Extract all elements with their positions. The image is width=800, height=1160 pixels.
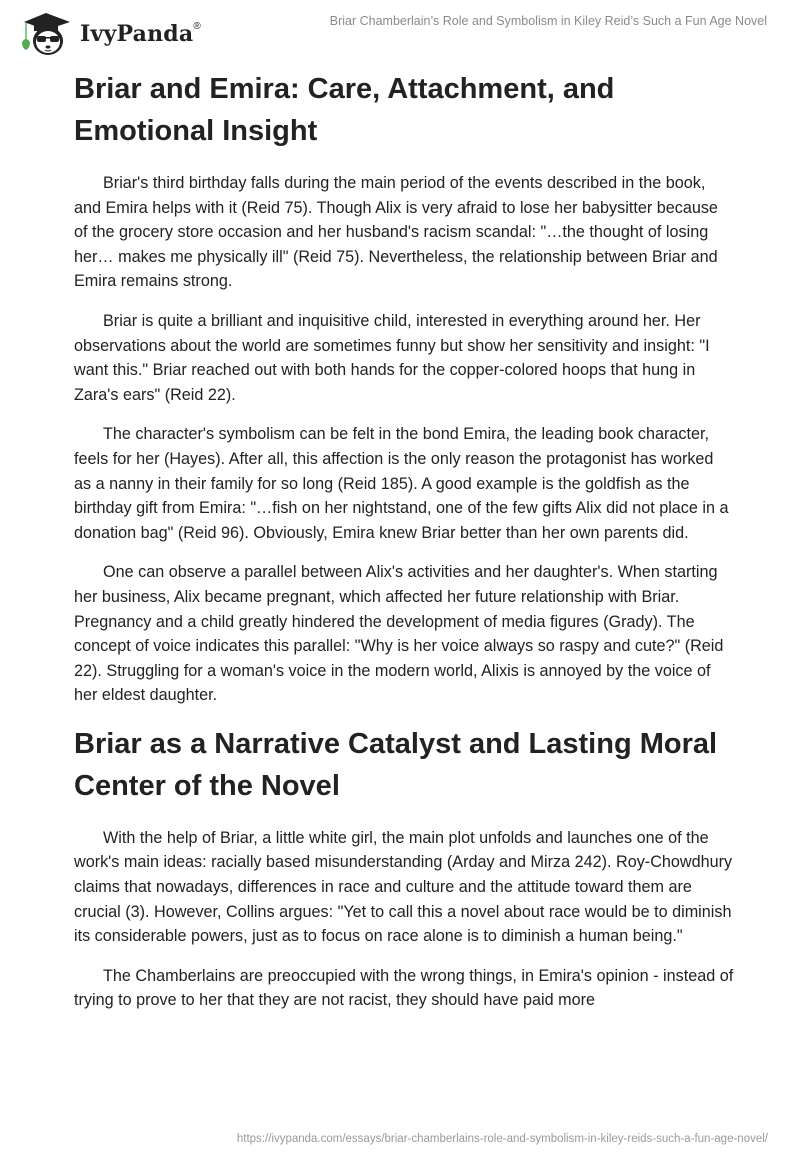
- source-url[interactable]: https://ivypanda.com/essays/briar-chamberlains-role-and-symbolism-in-kiley-reids-such-a-fun-age-novel/: [236, 1133, 768, 1145]
- section-heading: Briar and Emira: Care, Attachment, and Emotional Insight: [74, 73, 615, 147]
- logo-text: IvyPanda®: [80, 20, 201, 47]
- page-header: [0, 0, 800, 60]
- paragraph: With the help of Briar, a little white girl, the main plot unfolds and launches one of the work's main ideas: racially based misunderstanding (Arday and Mirza 242). Roy-Chowdhury claims that nowadays, differences in race and culture and the attitude toward them are crucial (3). However, Collins argues: "Yet to call this a novel about race would be to diminish its considerable powers, just as to focus on race alone is to diminish a human being.": [74, 828, 733, 946]
- paragraph: The Chamberlains are preoccupied with the wrong things, in Emira's opinion - instead of trying to prove to her that they are not racist, they should have paid more: [74, 966, 734, 1010]
- paragraph: Briar's third birthday falls during the main period of the events described in the book, and Emira helps with it (Reid 75). Though Alix is very afraid to lose her babysitter because of the grocery store occasion and her husband's racism scandal: "…the thought of losing her… makes me physically ill" (Reid 75). Nevertheless, the relationship between Briar and Emira remains strong.: [74, 174, 718, 291]
- section-briar-and-emira: [74, 68, 734, 708]
- paragraph: The character's symbolism can be felt in the bond Emira, the leading book character, feels for her (Hayes). After all, this affection is the only reason the protagonist has worked as a nanny in their family for so long (Reid 185). A good example is the goldfish as the birthday gift from Emira: "…fish on her nightstand, one of the few gifts Alix did not place in a donation bag" (Reid 96). Obviously, Emira knew Briar better than her own parents did.: [74, 425, 729, 542]
- document-title: Briar Chamberlain’s Role and Symbolism in Kiley Reid’s Such a Fun Age Novel: [329, 14, 767, 28]
- paragraph: One can observe a parallel between Alix's activities and her daughter's. When starting her business, Alix became pregnant, which affected her future relationship with Briar. Pregnancy and a child greatly hindered the development of media figures (Grady). The concept of voice indicates this parallel: "Why is her voice always so raspy and cute?" (Reid 22). Struggling for a woman's voice in the modern world, Alixis is annoyed by the voice of her eldest daughter.: [74, 563, 724, 705]
- ivypanda-logo[interactable]: [18, 8, 201, 58]
- panda-graduation-cap-icon: [18, 8, 74, 58]
- section-narrative-catalyst: [74, 723, 734, 1013]
- section-heading: Briar as a Narrative Catalyst and Lasting Moral Center of the Novel: [74, 727, 718, 802]
- paragraph: Briar is quite a brilliant and inquisitive child, interested in everything around her. Her observations about the world are sometimes funny but show her sensitivity and insight: "I want this." Briar reached out with both hands for the copper-colored hoops that hung in Zara's ears" (Reid 22).: [74, 311, 710, 404]
- article-body: [74, 68, 734, 1028]
